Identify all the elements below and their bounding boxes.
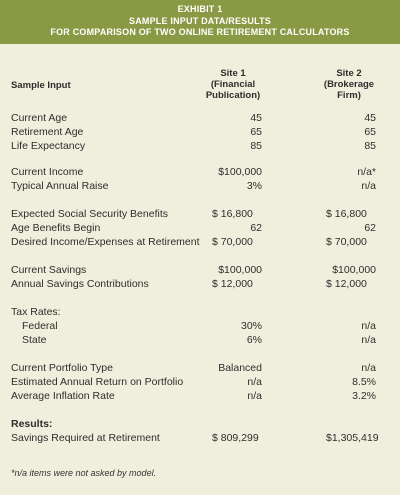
site-2-value: 45 [364,112,376,124]
table-row [0,418,400,431]
site-2-value: n/a [361,362,376,374]
site-2-value: n/a [361,334,376,346]
site-2-value: $1,305,419 [326,432,379,444]
site-1-value: Balanced [218,362,262,374]
row-label: Average Inflation Rate [11,390,115,402]
results-heading: Results: [11,418,53,430]
site-1-value: n/a [247,390,262,402]
table-row [0,180,400,193]
row-label: Desired Income/Expenses at Retirement [11,236,200,248]
table-row [0,362,400,375]
table-row [0,236,400,249]
exhibit-title: SAMPLE INPUT DATA/RESULTS [129,15,271,26]
site-1-value: 85 [250,140,262,152]
column-header-site-1: Site 1 (Financial Publication) [205,68,261,101]
column-header-site-2: Site 2 (Brokerage Firm) [323,68,375,101]
footnote: *n/a items were not asked by model. [11,468,157,478]
table-row [0,278,400,291]
row-label: Annual Savings Contributions [11,278,149,290]
exhibit-header [0,0,400,44]
site-2-value: 8.5% [352,376,376,388]
table-row [0,166,400,179]
site-2-value: 62 [364,222,376,234]
table-row [0,222,400,235]
table-row [0,320,400,333]
table-row [0,264,400,277]
table-row [0,112,400,125]
site-1-value: 65 [250,126,262,138]
exhibit-subtitle: FOR COMPARISON OF TWO ONLINE RETIREMENT CALCULATORS [50,27,350,37]
site-2-value: $ 70,000 [326,236,367,248]
row-label: Savings Required at Retirement [11,432,160,444]
site-1-value: n/a [247,376,262,388]
row-label: Age Benefits Begin [11,222,101,234]
site-2-value: $ 16,800 [326,208,367,220]
site-2-value: $ 12,000 [326,278,367,290]
row-label: State [22,334,47,346]
row-label: Expected Social Security Benefits [11,208,168,220]
table-column-headers [0,68,400,112]
row-label: Life Expectancy [11,140,86,152]
row-label: Current Income [11,166,84,178]
exhibit-label: EXHIBIT 1 [177,4,223,14]
row-label: Typical Annual Raise [11,180,109,192]
site-2-value: 65 [364,126,376,138]
row-label: Estimated Annual Return on Portfolio [11,376,184,388]
row-label: Retirement Age [11,126,84,138]
site-2-value: 85 [364,140,376,152]
site-2-value: n/a [361,320,376,332]
row-label: Federal [22,320,58,332]
row-label: Tax Rates: [11,306,61,318]
site-2-value: n/a* [357,166,376,178]
site-1-value: $ 70,000 [212,236,253,248]
row-label: Current Savings [11,264,87,276]
site-1-value: 30% [240,320,262,332]
table-row [0,140,400,153]
site-1-value: 62 [250,222,262,234]
site-1-value: $100,000 [218,264,262,276]
site-1-value: $ 12,000 [212,278,253,290]
table-row [0,432,400,445]
site-1-value: $100,000 [218,166,262,178]
site-1-value: $ 16,800 [212,208,253,220]
row-label: Current Portfolio Type [11,362,113,374]
site-1-value: 6% [246,334,262,346]
table-row [0,376,400,389]
site-1-value: 3% [246,180,262,192]
column-header-sample-input: Sample Input [11,80,71,91]
site-2-value: n/a [361,180,376,192]
table-row [0,208,400,221]
table-row [0,126,400,139]
table-row [0,334,400,347]
table-row [0,390,400,403]
table-row [0,306,400,319]
row-label: Current Age [11,112,68,124]
site-1-value: 45 [250,112,262,124]
site-1-value: $ 809,299 [212,432,259,444]
site-2-value: 3.2% [352,390,376,402]
site-2-value: $100,000 [332,264,376,276]
